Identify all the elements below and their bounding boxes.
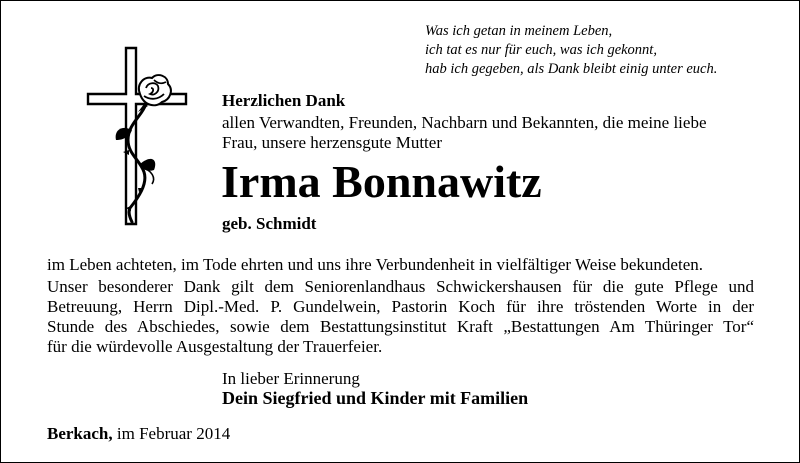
thanks-text [222,113,707,152]
thanks-line: Frau, unsere herzensgute Mutter [222,132,442,152]
place-date [47,424,230,444]
memory-intro: In lieber Erinnerung [222,369,360,388]
place: Berkach, [47,424,113,443]
deceased-name: Irma Bonnawitz [221,156,542,207]
paragraph-line: Betreuung, Herrn Dipl.-Med. P. Gundelwein, Pastorin Koch für ihre tröstenden Worte in der [47,297,754,316]
date: im Februar 2014 [112,424,231,443]
poem-line: Was ich getan in meinem Leben, [425,23,613,39]
special-thanks-paragraph [47,277,754,357]
mourners-names: Dein Siegfried und Kinder mit Familien [222,388,529,408]
thanks-line: allen Verwandten, Freunden, Nachbarn und Bekannten, die meine liebe [222,113,707,132]
paragraph-line: Stunde des Abschiedes, sowie dem Bestattungsinstitut Kraft „Bestattungen Am Thüringer Tor“ [47,317,754,336]
poem-line: hab ich gegeben, als Dank bleibt einig unter euch. [425,61,718,77]
poem [425,22,717,79]
thanks-title: Herzlichen Dank [222,91,346,110]
thanks-paragraph: im Leben achteten, im Tode ehrten und uns ihre Verbundenheit in vielfältiger Weise bekundeten. [47,255,703,274]
paragraph-line: Unser besonderer Dank gilt dem Seniorenlandhaus Schwickershausen für die gute Pflege und [47,277,754,296]
paragraph-line: für die würdevolle Ausgestaltung der Trauerfeier. [47,337,383,356]
cross-with-rose-icon [82,42,202,232]
birth-name: geb. Schmidt [222,214,317,233]
poem-line: ich tat es nur für euch, was ich gekonnt, [425,42,657,58]
